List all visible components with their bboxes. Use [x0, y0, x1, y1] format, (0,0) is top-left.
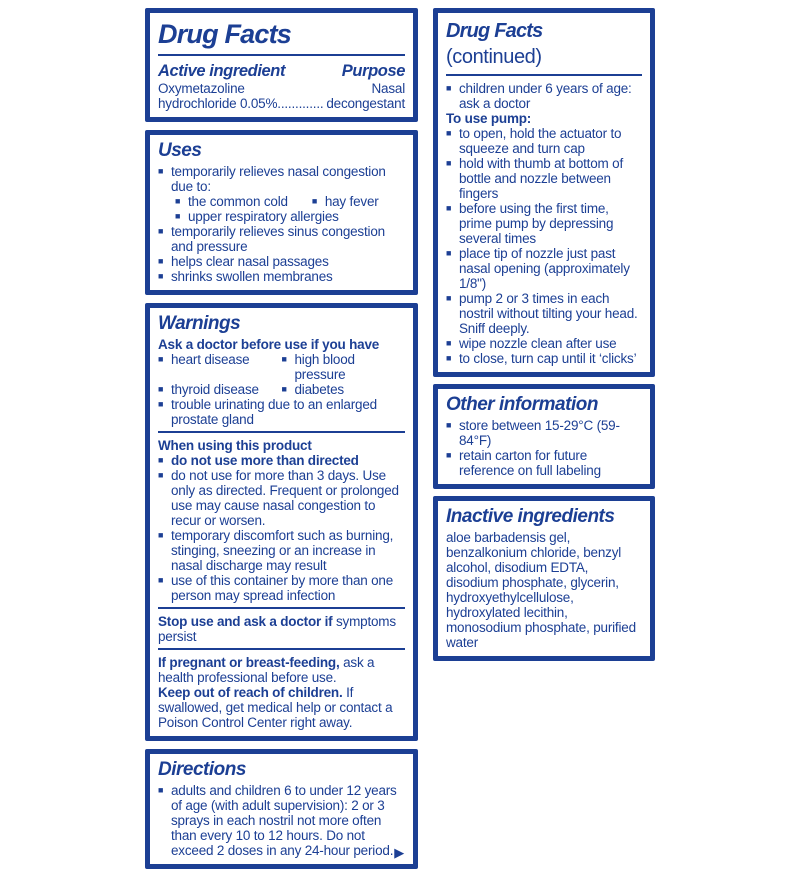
bullet-icon: ■ — [175, 211, 181, 221]
bullet-icon: ■ — [446, 83, 452, 93]
list-item: ■ temporarily relieves sinus congestion and pressure — [158, 224, 385, 254]
drug-facts-continued-title: Drug Facts (continued) — [446, 20, 543, 68]
inactive-ingredients-title: Inactive ingredients — [446, 506, 615, 527]
purpose-heading: Purpose — [341, 62, 405, 80]
left-column — [145, 8, 418, 877]
bullet-icon: ■ — [158, 354, 164, 364]
list-item: ■ trouble urinating due to an enlarged prostate gland — [158, 397, 377, 427]
bullet-icon: ■ — [281, 354, 287, 364]
inactive-ingredients-box — [433, 496, 655, 661]
list-item: ■ high blood pressure — [281, 352, 355, 382]
divider — [158, 607, 405, 609]
bullet-icon: ■ — [158, 470, 164, 480]
list-item: ■ place tip of nozzle just past nasal opening (approximately 1/8") — [446, 246, 630, 291]
list-item: ■ retain carton for future reference on full labeling — [446, 448, 601, 478]
purpose-text-2: decongestant — [326, 96, 405, 111]
warnings-title: Warnings — [158, 313, 241, 334]
list-item: ■ do not use more than directed — [158, 453, 359, 468]
list-item: ■ hold with thumb at bottom of bottle and nozzle between fingers — [446, 156, 623, 201]
list-item: ■ diabetes — [281, 382, 344, 397]
bullet-icon: ■ — [158, 575, 164, 585]
uses-box — [145, 130, 418, 295]
bullet-icon: ■ — [446, 158, 452, 168]
list-item: ■ upper respiratory allergies — [175, 209, 339, 224]
list-item: ■ to open, hold the actuator to squeeze and turn cap — [446, 126, 622, 156]
bullet-icon: ■ — [446, 450, 452, 460]
active-ingredient-heading: Active ingredient — [158, 62, 286, 80]
list-item: ■ shrinks swollen membranes — [158, 269, 333, 284]
purpose-text-1: Nasal — [371, 81, 405, 96]
when-using-heading: When using this product — [158, 438, 312, 453]
bullet-icon: ■ — [446, 203, 452, 213]
uses-sub-row — [175, 194, 405, 209]
list-item: ■ to close, turn cap until it ‘clicks’ — [446, 351, 637, 366]
bullet-icon: ■ — [446, 248, 452, 258]
bullet-icon: ■ — [158, 530, 164, 540]
list-item: ■ children under 6 years of age: ask a doctor — [446, 81, 632, 111]
to-use-pump-heading: To use pump: — [446, 111, 532, 126]
other-information-title: Other information — [446, 394, 598, 415]
bullet-icon: ■ — [281, 384, 287, 394]
divider — [158, 431, 405, 433]
pregnant-line: If pregnant or breast-feeding, ask a health professional before use. — [158, 655, 375, 685]
stop-use-line: Stop use and ask a doctor if symptoms persist — [158, 614, 396, 644]
directions-box — [145, 749, 418, 869]
bullet-icon: ■ — [446, 293, 452, 303]
list-item: ■ thyroid disease — [158, 382, 259, 397]
list-item: ■ adults and children 6 to under 12 years of age (with adult supervision): 2 or 3 sprays in each nostril not more often than every 10 to 12 hours. Do not exceed 2 doses in any 24-hour period. — [158, 783, 397, 858]
list-item: ■ hay fever — [311, 194, 379, 209]
keep-out-of-reach-line: Keep out of reach of children. If swallowed, get medical help or contact a Poison Control Center right away. — [158, 685, 393, 730]
divider — [158, 648, 405, 650]
drug-facts-header-box — [145, 8, 418, 122]
ingredient-row-1 — [158, 81, 405, 96]
list-item: ■ wipe nozzle clean after use — [446, 336, 617, 351]
leader-dots: ............. — [277, 96, 324, 111]
bullet-icon: ■ — [158, 399, 164, 409]
list-item: ■ do not use for more than 3 days. Use only as directed. Frequent or prolonged use may cause nasal congestion to recur or worsen. — [158, 468, 399, 528]
ingredient-row-2 — [158, 96, 405, 111]
drug-facts-title: Drug Facts — [158, 19, 292, 49]
list-item: ■ store between 15-29°C (59-84°F) — [446, 418, 620, 448]
bullet-icon: ■ — [158, 384, 164, 394]
continued-arrow-icon: ▶ — [394, 845, 404, 860]
active-ingredient-header-row — [158, 61, 405, 81]
list-item: ■ before using the first time, prime pump by depressing several times — [446, 201, 614, 246]
list-item: ■ pump 2 or 3 times in each nostril without tilting your head. Sniff deeply. — [446, 291, 638, 336]
drug-facts-continued-box — [433, 8, 655, 377]
ask-doctor-heading: Ask a doctor before use if you have — [158, 337, 380, 352]
ingredient-strength: hydrochloride 0.05% — [158, 96, 278, 111]
bullet-icon: ■ — [158, 455, 164, 465]
right-column — [433, 8, 655, 668]
divider — [158, 54, 405, 56]
list-item: ■ heart disease — [158, 352, 282, 382]
other-information-box — [433, 384, 655, 489]
list-item: ■ temporary discomfort such as burning, stinging, sneezing or an increase in nasal discharge may result — [158, 528, 394, 573]
bullet-icon: ■ — [446, 353, 452, 363]
divider — [446, 74, 642, 76]
conditions-grid — [158, 352, 405, 427]
bullet-icon: ■ — [158, 256, 164, 266]
bullet-icon: ■ — [158, 226, 164, 236]
bullet-icon: ■ — [175, 196, 181, 206]
list-item: ■ temporarily relieves nasal congestion due to: — [158, 164, 386, 194]
bullet-icon: ■ — [158, 271, 164, 281]
list-item: ■ the common cold — [175, 194, 288, 209]
inactive-ingredients-text: aloe barbadensis gel, benzalkonium chloride, benzyl alcohol, disodium EDTA, disodium phosphate, glycerin, hydroxyethylcellulose, hydroxylated lecithin, monosodium phosphate, purified water — [446, 530, 636, 650]
bullet-icon: ■ — [446, 338, 452, 348]
bullet-icon: ■ — [311, 196, 318, 206]
list-item: ■ use of this container by more than one person may spread infection — [158, 573, 394, 603]
directions-title: Directions — [158, 759, 246, 780]
bullet-icon: ■ — [158, 785, 164, 795]
bullet-icon: ■ — [446, 420, 452, 430]
ingredient-name: Oxymetazoline — [158, 81, 245, 96]
uses-title: Uses — [158, 140, 202, 161]
bullet-icon: ■ — [446, 128, 452, 138]
bullet-icon: ■ — [158, 166, 164, 176]
list-item: ■ helps clear nasal passages — [158, 254, 329, 269]
warnings-box — [145, 303, 418, 741]
